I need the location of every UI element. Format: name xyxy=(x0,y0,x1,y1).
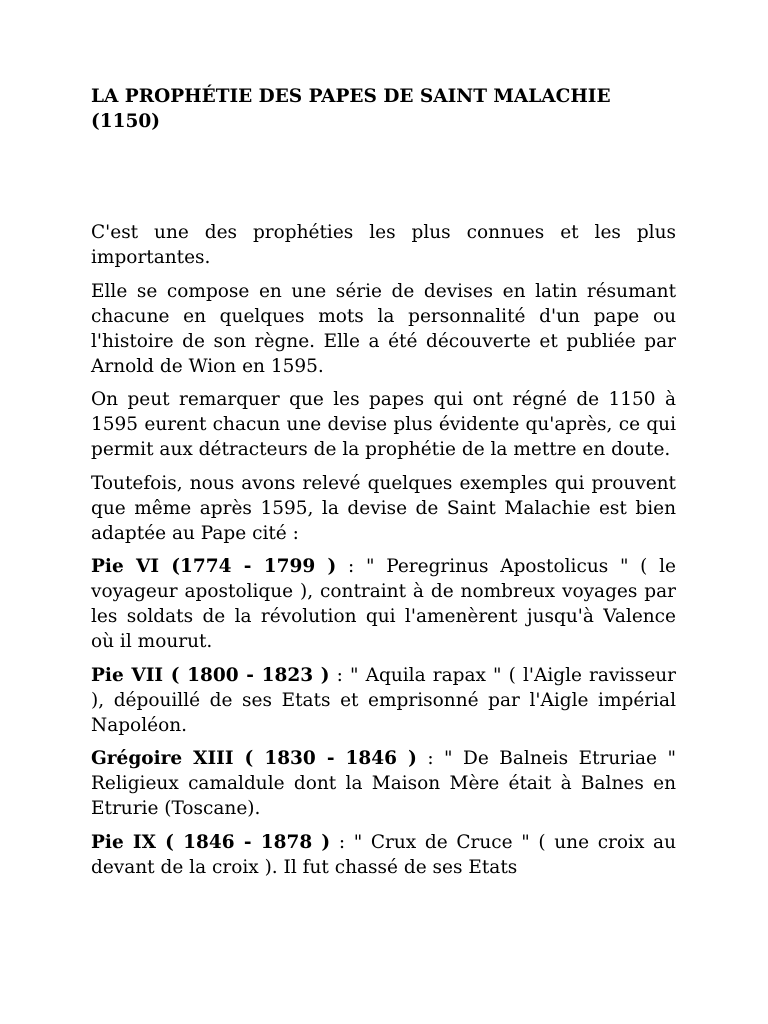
pope-entry xyxy=(91,830,676,880)
paragraph: Toutefois, nous avons relevé quelques exemples qui prouvent que même après 1595, la devise de Saint Malachie est bien adaptée au Pape cité : xyxy=(91,472,676,544)
pope-description: : " Peregrinus Apostolicus " ( le voyageur apostolique ), contraint à de nombreux voyages par les soldats de la révolution qui l'amenèrent jusqu'à Valence où il mourut. xyxy=(91,556,676,652)
paragraph: C'est une des prophéties les plus connues et les plus importantes. xyxy=(91,222,676,268)
document-body xyxy=(91,220,676,880)
pope-name: Pie IX ( 1846 - 1878 ) xyxy=(91,831,331,853)
pope-name: Grégoire XIII ( 1830 - 1846 ) xyxy=(91,748,417,769)
pope-name: Pie VII ( 1800 - 1823 ) xyxy=(91,664,330,686)
document-title: LA PROPHÉTIE DES PAPES DE SAINT MALACHIE (1150) xyxy=(91,86,611,132)
pope-description: : " Crux de Cruce " ( une croix au devant de la croix ). Il fut chassé de ses Etats xyxy=(91,831,676,878)
pope-entry xyxy=(91,663,676,738)
pope-description: : " De Balneis Etruriae " Religieux camaldule dont la Maison Mère était à Balnes en Etrurie (Toscane). xyxy=(91,748,676,819)
pope-description: : " Aquila rapax " ( l'Aigle ravisseur ), dépouillé de ses Etats et emprisonné par l'Aigle impérial Napoléon. xyxy=(91,664,676,736)
paragraph: Elle se compose en une série de devises en latin résumant chacune en quelques mots la personnalité d'un pape ou l'histoire de son règne. Elle a été découverte et publiée par Arnold de Wion en 1595. xyxy=(91,280,676,377)
pope-entry xyxy=(91,746,676,821)
paragraph: On peut remarquer que les papes qui ont régné de 1150 à 1595 eurent chacun une devise plus évidente qu'après, ce qui permit aux détracteurs de la prophétie de la mettre en doute. xyxy=(91,389,676,460)
pope-name: Pie VI (1774 - 1799 ) xyxy=(91,556,337,577)
pope-entry xyxy=(91,554,676,654)
document-page xyxy=(91,84,676,888)
